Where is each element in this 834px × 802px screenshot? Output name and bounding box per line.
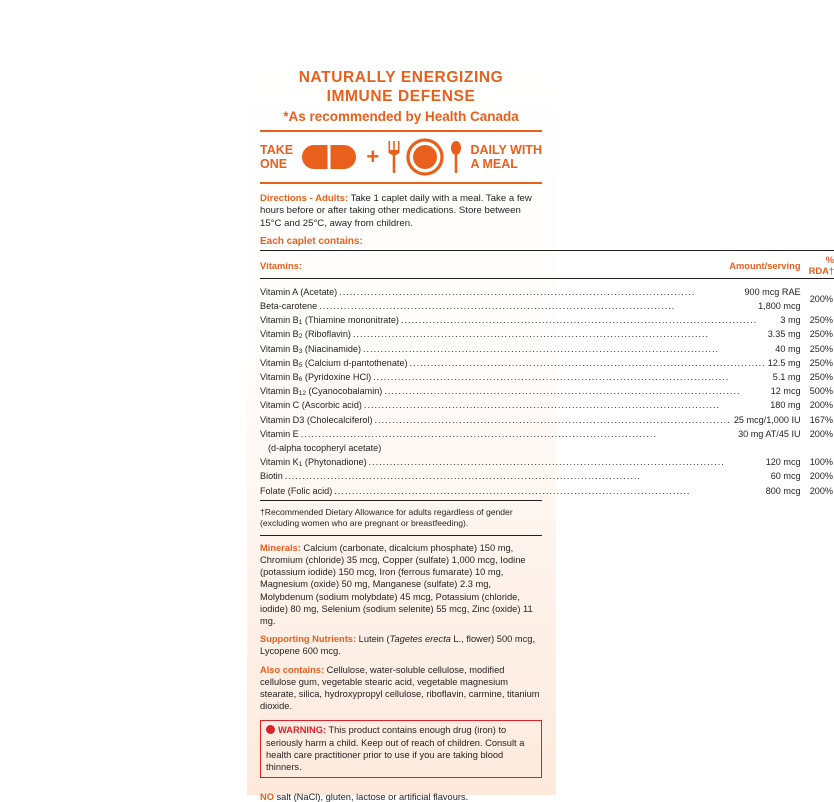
divider xyxy=(260,182,542,184)
vitamin-name xyxy=(260,370,371,384)
vitamin-name-part: (Pyridoxine HCl) xyxy=(302,371,372,382)
vitamin-name-part: (Riboflavin) xyxy=(302,329,351,340)
vitamin-amount: 180 mg xyxy=(770,400,801,411)
table-row xyxy=(260,469,834,483)
vitamin-name: Beta-carotene xyxy=(260,300,318,311)
table-row xyxy=(260,342,834,356)
vitamin-rda: 200% xyxy=(809,485,833,496)
table-header xyxy=(260,251,834,279)
vitamin-name: Vitamin D3 (Cholecalciferol) xyxy=(260,414,373,425)
vitamin-amount: 120 mcg xyxy=(765,457,801,468)
rda-footnote: †Recommended Dietary Allowance for adults regardless of gender (excluding women who are pregnant or breastfeeding). xyxy=(260,506,513,529)
vitamin-amount: 1,800 mcg xyxy=(758,300,801,311)
vitamin-amount: 60 mcg xyxy=(770,471,801,482)
minerals xyxy=(260,542,542,627)
fork-icon xyxy=(388,141,400,173)
vitamin-name-part: Vitamin B xyxy=(260,329,299,340)
vitamin-amount: 3.35 mg xyxy=(767,329,801,340)
vitamin-line xyxy=(260,441,809,455)
leader-dots xyxy=(319,299,756,313)
supporting-nutrients xyxy=(260,633,542,657)
vitamin-subscript: 1 xyxy=(298,319,303,327)
vitamin-line xyxy=(260,356,809,370)
vitamin-amount: 800 mcg xyxy=(765,485,801,496)
take-one-text xyxy=(260,143,293,171)
vitamin-subscript: 5 xyxy=(298,361,303,369)
vitamin-name: Biotin xyxy=(260,471,283,482)
leader-dots xyxy=(375,413,732,427)
vitamin-name-part: Vitamin B xyxy=(260,386,299,397)
vitamin-name-part: (Phytonadione) xyxy=(302,457,367,468)
vitamin-name: Vitamin A (Acetate) xyxy=(260,286,338,297)
warning-dot-icon xyxy=(266,725,275,734)
one-text: ONE xyxy=(260,157,288,171)
vitamin-amount: 12 mcg xyxy=(770,386,801,397)
vitamin-amount: 12.5 mg xyxy=(767,357,801,368)
table-row xyxy=(260,313,834,327)
table-row xyxy=(260,327,834,341)
table-row xyxy=(260,427,834,441)
vitamin-rda xyxy=(809,441,834,455)
table-row xyxy=(260,356,834,370)
vitamin-line xyxy=(260,285,809,299)
caplet-icon xyxy=(301,144,357,170)
vitamin-name-part: (Niacinamide) xyxy=(302,343,362,354)
leader-dots xyxy=(353,327,766,341)
also-contains xyxy=(260,664,542,713)
leader-dots xyxy=(369,455,764,469)
vitamin-name-part: (Thiamine mononitrate) xyxy=(302,315,399,326)
leader-dots xyxy=(363,342,773,356)
vitamin-name: Folate (Folic acid) xyxy=(260,485,333,496)
vitamin-rda: 500% xyxy=(809,386,833,397)
vitamin-name: Vitamin E xyxy=(260,428,299,439)
no-label: NO xyxy=(260,792,274,802)
vitamin-rda: 250% xyxy=(809,371,833,382)
table-row xyxy=(260,398,834,412)
vitamin-line xyxy=(260,370,809,384)
vitamin-amount: 40 mg xyxy=(775,343,801,354)
vitamin-amount: 900 mcg RAE xyxy=(744,286,801,297)
minerals-text: Calcium (carbonate, dicalcium phosphate) 150 mg, Chromium (chloride) 35 mcg, Copper (sulfate) 1,000 mcg, Iodine (potassium iodide) 150 mcg, Iron (ferrous fumarate) 10 mg, Magnesium (oxide) 50 mg, Manganese (sulfate) 2.3 mg, Molybdenum (sodium molybdate) 45 mcg, Potassium (chloride, iodide) 80 mg, Selenium (sodium selenite) 55 mcg, Zinc (oxide) 11 mg. xyxy=(260,542,533,626)
vitamin-line xyxy=(260,413,809,427)
plate-icon xyxy=(406,138,444,176)
warning-label: WARNING: xyxy=(278,725,327,736)
vitamin-line xyxy=(260,384,809,398)
vitamin-rda: 200% xyxy=(809,428,833,439)
table-row xyxy=(260,455,834,469)
vitamin-rda: 200% xyxy=(809,471,833,482)
vitamin-name-part: (Cyanocobalamin) xyxy=(306,386,383,397)
leader-dots xyxy=(339,285,742,299)
daily-with-meal-text xyxy=(470,143,542,171)
directions-label: Directions - Adults: xyxy=(260,193,349,204)
leader-dots xyxy=(334,484,763,498)
vitamin-amount: 5.1 mg xyxy=(772,371,801,382)
spoon-icon xyxy=(450,141,462,173)
divider xyxy=(260,535,542,536)
leader-dots xyxy=(285,469,769,483)
minerals-label: Minerals: xyxy=(260,542,301,553)
headline-line-1: NATURALLY ENERGIZING xyxy=(298,69,504,86)
vitamin-amount: 30 mg AT/45 IU xyxy=(738,428,801,439)
leader-dots xyxy=(364,398,768,412)
vitamin-name-part: Vitamin K xyxy=(260,457,299,468)
table-row xyxy=(260,299,834,313)
vitamin-line xyxy=(260,398,809,412)
vitamin-name xyxy=(260,342,361,356)
vitamin-name xyxy=(260,455,367,469)
supporting-text-end: L., flower) 500 mcg, Lycopene 600 mcg. xyxy=(260,634,536,657)
table-row xyxy=(260,384,834,398)
vitamin-line xyxy=(260,327,809,341)
vitamin-name-part: Vitamin B xyxy=(260,343,299,354)
supporting-label: Supporting Nutrients: xyxy=(260,634,357,645)
table-row xyxy=(260,285,834,299)
also-contains-text: Cellulose, water-soluble cellulose, modified cellulose gum, vegetable stearic acid, vegetable magnesium stearate, silica, hydroxypropyl cellulose, riboflavin, carmine, titanium dioxide. xyxy=(260,664,540,712)
table-row xyxy=(260,413,834,427)
vitamin-rda: 167% xyxy=(809,414,833,425)
vitamin-subscript: 12 xyxy=(298,390,306,398)
vitamin-subscript: 6 xyxy=(298,375,303,383)
vitamin-name-part: Vitamin B xyxy=(260,357,299,368)
vitamin-rda: 250% xyxy=(809,357,833,368)
vitamin-name-part: (Calcium d-pantothenate) xyxy=(302,357,408,368)
vitamin-name xyxy=(260,313,399,327)
table-bottom-rule xyxy=(260,500,542,501)
vitamin-name-part: Vitamin B xyxy=(260,371,299,382)
directions xyxy=(260,193,542,230)
label-content xyxy=(260,68,834,802)
vitamins-table xyxy=(260,250,834,498)
dosage-banner xyxy=(260,132,542,182)
vitamin-amount: 3 mg xyxy=(780,315,801,326)
leader-dots xyxy=(373,370,771,384)
vitamin-line xyxy=(260,427,809,441)
leader-dots xyxy=(401,313,778,327)
warning-box xyxy=(260,720,542,778)
vitamin-subscript: 3 xyxy=(298,347,303,355)
vitamin-subscript: 2 xyxy=(298,333,303,341)
leader-dots xyxy=(384,384,768,398)
vitamin-name: (d-alpha tocopheryl acetate) xyxy=(268,442,382,453)
vitamins-body xyxy=(260,285,834,498)
free-from-text: salt (NaCl), gluten, lactose or artificial flavours. xyxy=(273,792,469,802)
vitamin-rda: 200% xyxy=(809,400,833,411)
vitamin-name: Vitamin C (Ascorbic acid) xyxy=(260,400,362,411)
vitamin-rda: 100% xyxy=(809,457,833,468)
table-row xyxy=(260,370,834,384)
rda-header: % RDA† xyxy=(809,251,834,279)
vitamin-name-part: Vitamin B xyxy=(260,315,299,326)
vitamin-rda: 250% xyxy=(809,329,833,340)
supporting-italic: Tagetes erecta xyxy=(389,634,451,645)
table-row xyxy=(260,484,834,498)
take-text: TAKE xyxy=(260,143,294,157)
vitamin-subscript: 1 xyxy=(298,461,303,469)
vitamin-line xyxy=(260,299,809,313)
vitamin-name xyxy=(260,327,351,341)
a-meal-text: A MEAL xyxy=(470,157,518,171)
daily-with-text: DAILY WITH xyxy=(470,143,542,157)
directions-text: Take 1 caplet daily with a meal. Take a few hours before or after taking other medications. Store between 15°C and 25°C, away from children. xyxy=(260,193,532,229)
also-contains-label: Also contains: xyxy=(260,664,325,675)
health-canada-note: *As recommended by Health Canada xyxy=(283,109,519,124)
vitamin-line xyxy=(260,469,809,483)
plus-sign: + xyxy=(366,144,380,169)
amount-header: Amount/serving xyxy=(450,251,809,279)
vitamin-line xyxy=(260,313,809,327)
vitamin-rda: 250% xyxy=(809,315,833,326)
vitamin-name xyxy=(260,384,382,398)
table-row xyxy=(260,441,834,455)
dosage-icons xyxy=(301,138,462,176)
vitamin-line xyxy=(260,455,809,469)
warning-text: This product contains enough drug (iron) to seriously harm a child. Keep out of reach of children. Consult a health care practitioner prior to use if you are taking blood thinners. xyxy=(266,725,525,773)
vitamin-line xyxy=(260,342,809,356)
vitamin-name xyxy=(260,356,408,370)
headline xyxy=(260,68,542,106)
vitamin-rda: 200% xyxy=(809,293,833,304)
headline-line-2: IMMUNE DEFENSE xyxy=(326,88,476,105)
vitamin-rda: 250% xyxy=(809,343,833,354)
vitamins-header: Vitamins: xyxy=(260,251,450,279)
supporting-text: Lutein ( xyxy=(356,634,390,645)
free-from-statement xyxy=(260,792,542,802)
vitamin-amount: 25 mcg/1,000 IU xyxy=(733,414,801,425)
leader-dots xyxy=(410,356,766,370)
each-caplet-heading: Each caplet contains: xyxy=(260,236,363,248)
vitamin-line xyxy=(260,484,809,498)
leader-dots xyxy=(301,427,736,441)
